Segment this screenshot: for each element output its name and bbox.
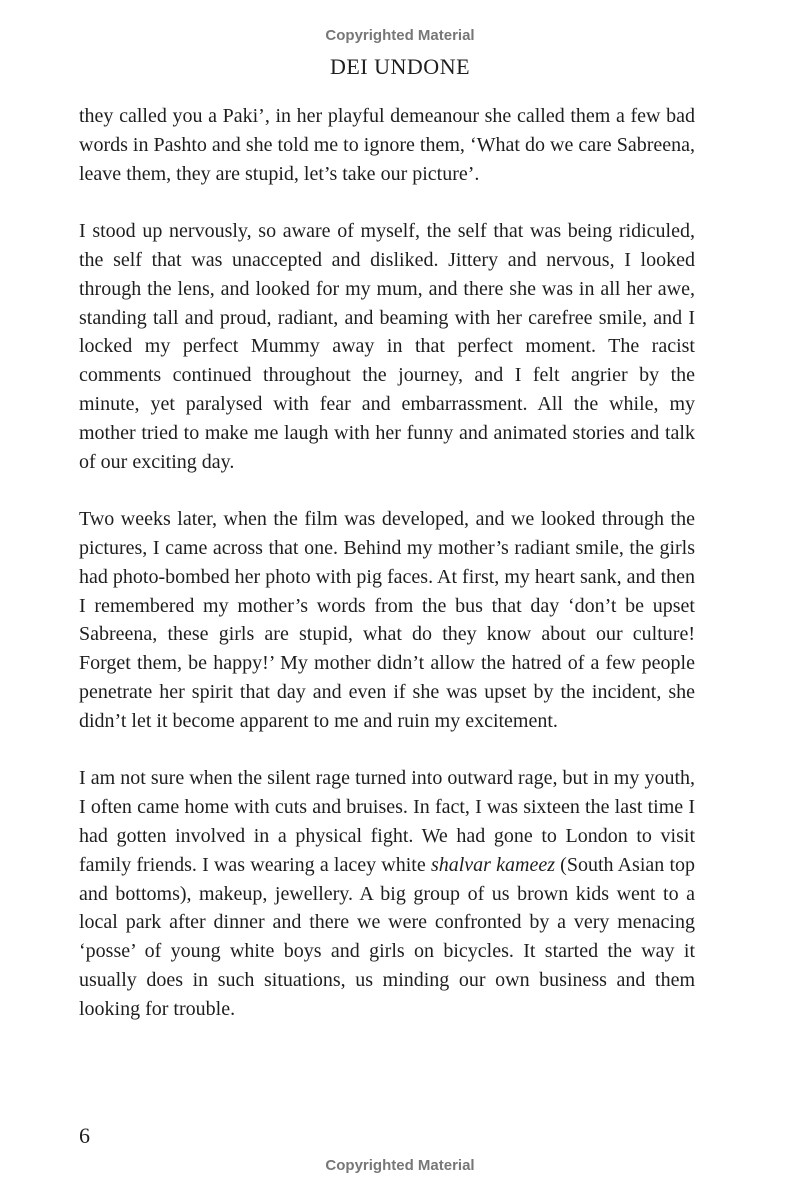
paragraph-4-text-before: I am not sure when the silent rage turned into outward rage, but in my youth, I often came home with cuts and bruises. In fact, I was sixteen the last time I had gotten involved in a physical fight. We had gone to London to visit family friends. I was wearing a lacey white: [79, 767, 695, 876]
page-number: 6: [79, 1123, 90, 1148]
copyright-watermark-bottom: Copyrighted Material: [325, 1157, 475, 1174]
paragraph-4-text-after: (South Asian top and bottoms), makeup, jewellery. A big group of us brown kids went to a local park after dinner and there we were confronted by a very menacing ‘posse’ of young white boys and girls on bicycles. It started the way it usually does in such situations, us minding our own business and them looking for trouble.: [79, 853, 696, 1020]
paragraph-3: Two weeks later, when the film was developed, and we looked through the pictures, I came across that one. Behind my mother’s radiant smile, the girls had photo-bombed her photo with pig faces. At first, my heart sank, and then I remembered my mother’s words from the bus that day ‘don’t be upset Sabreena, these girls are stupid, what do they know about our culture! Forget them, be happy!’ My mother didn’t allow the hatred of a few people penetrate her spirit that day and even if she was upset by the incident, she didn’t let it become apparent to me and ruin my excitement.: [79, 508, 695, 732]
page-body-text: [79, 102, 695, 1052]
paragraph-4: [79, 764, 695, 1023]
paragraph-4-italic-term: shalvar kameez: [430, 853, 555, 876]
paragraph-1: they called you a Paki’, in her playful demeanour she called them a few bad words in Pashto and she told me to ignore them, ‘What do we care Sabreena, leave them, they are stupid, let’s take our picture’.: [79, 105, 695, 185]
running-head-book-title: DEI UNDONE: [329, 54, 471, 79]
copyright-watermark-top: Copyrighted Material: [325, 27, 475, 44]
paragraph-2: I stood up nervously, so aware of myself, the self that was being ridiculed, the self that was unaccepted and disliked. Jittery and nervous, I looked through the lens, and looked for my mum, and there she was in all her awe, standing tall and proud, radiant, and beaming with her carefree smile, and I locked my perfect Mummy away in that perfect moment. The racist comments continued throughout the journey, and I felt angrier by the minute, yet paralysed with fear and embarrassment. All the while, my mother tried to make me laugh with her funny and animated stories and talk of our exciting day.: [79, 220, 695, 473]
